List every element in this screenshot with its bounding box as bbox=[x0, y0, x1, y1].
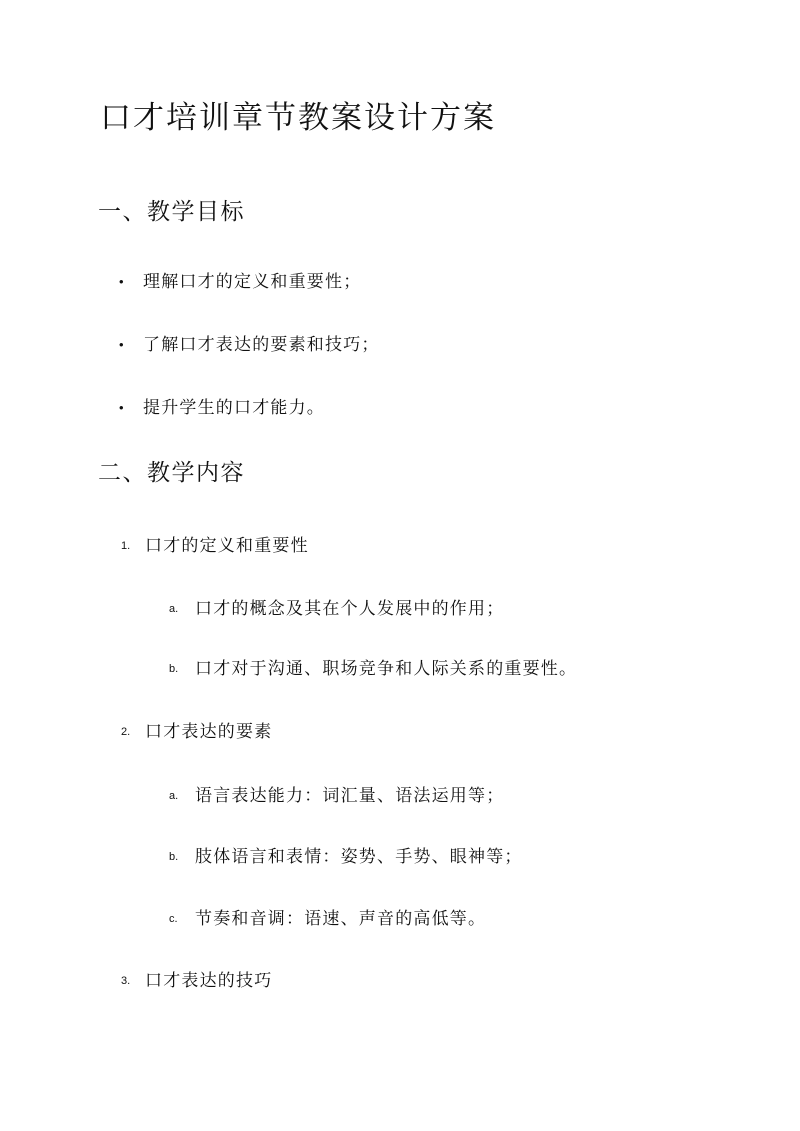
list-item-text: 理解口才的定义和重要性； bbox=[143, 272, 362, 292]
list-item bbox=[169, 905, 486, 933]
list-item-text: 了解口才表达的要素和技巧； bbox=[143, 335, 380, 355]
letter-marker: c. bbox=[169, 913, 178, 925]
letter-marker: b. bbox=[169, 851, 179, 863]
list-item bbox=[121, 967, 272, 995]
list-item bbox=[169, 843, 523, 871]
document-title: 口才培训章节教案设计方案 bbox=[100, 100, 496, 136]
list-item-text: 口才的定义和重要性 bbox=[145, 536, 309, 556]
number-marker: 1. bbox=[121, 540, 131, 552]
list-item bbox=[119, 268, 361, 296]
letter-marker: a. bbox=[169, 790, 179, 802]
section-heading-content: 二、教学内容 bbox=[98, 460, 245, 486]
bullet-marker: • bbox=[119, 400, 124, 415]
list-item bbox=[169, 782, 504, 810]
section-heading-objectives: 一、教学目标 bbox=[98, 199, 245, 225]
letter-marker: b. bbox=[169, 663, 179, 675]
bullet-marker: • bbox=[119, 274, 124, 289]
number-marker: 2. bbox=[121, 726, 131, 738]
list-item bbox=[121, 718, 272, 746]
list-item-text: 肢体语言和表情：姿势、手势、眼神等； bbox=[195, 847, 523, 867]
number-marker: 3. bbox=[121, 975, 131, 987]
list-item bbox=[119, 394, 325, 422]
list-item bbox=[169, 655, 577, 683]
list-item-text: 口才的概念及其在个人发展中的作用； bbox=[195, 599, 505, 619]
list-item-text: 节奏和音调：语速、声音的高低等。 bbox=[195, 909, 487, 929]
list-item bbox=[119, 331, 380, 359]
list-item-text: 提升学生的口才能力。 bbox=[143, 398, 325, 418]
list-item-text: 口才表达的要素 bbox=[145, 722, 273, 742]
list-item-text: 口才表达的技巧 bbox=[145, 971, 273, 991]
list-item bbox=[169, 595, 504, 623]
list-item-text: 语言表达能力：词汇量、语法运用等； bbox=[195, 786, 505, 806]
bullet-marker: • bbox=[119, 337, 124, 352]
letter-marker: a. bbox=[169, 603, 179, 615]
list-item bbox=[121, 532, 309, 560]
list-item-text: 口才对于沟通、职场竞争和人际关系的重要性。 bbox=[195, 659, 578, 679]
